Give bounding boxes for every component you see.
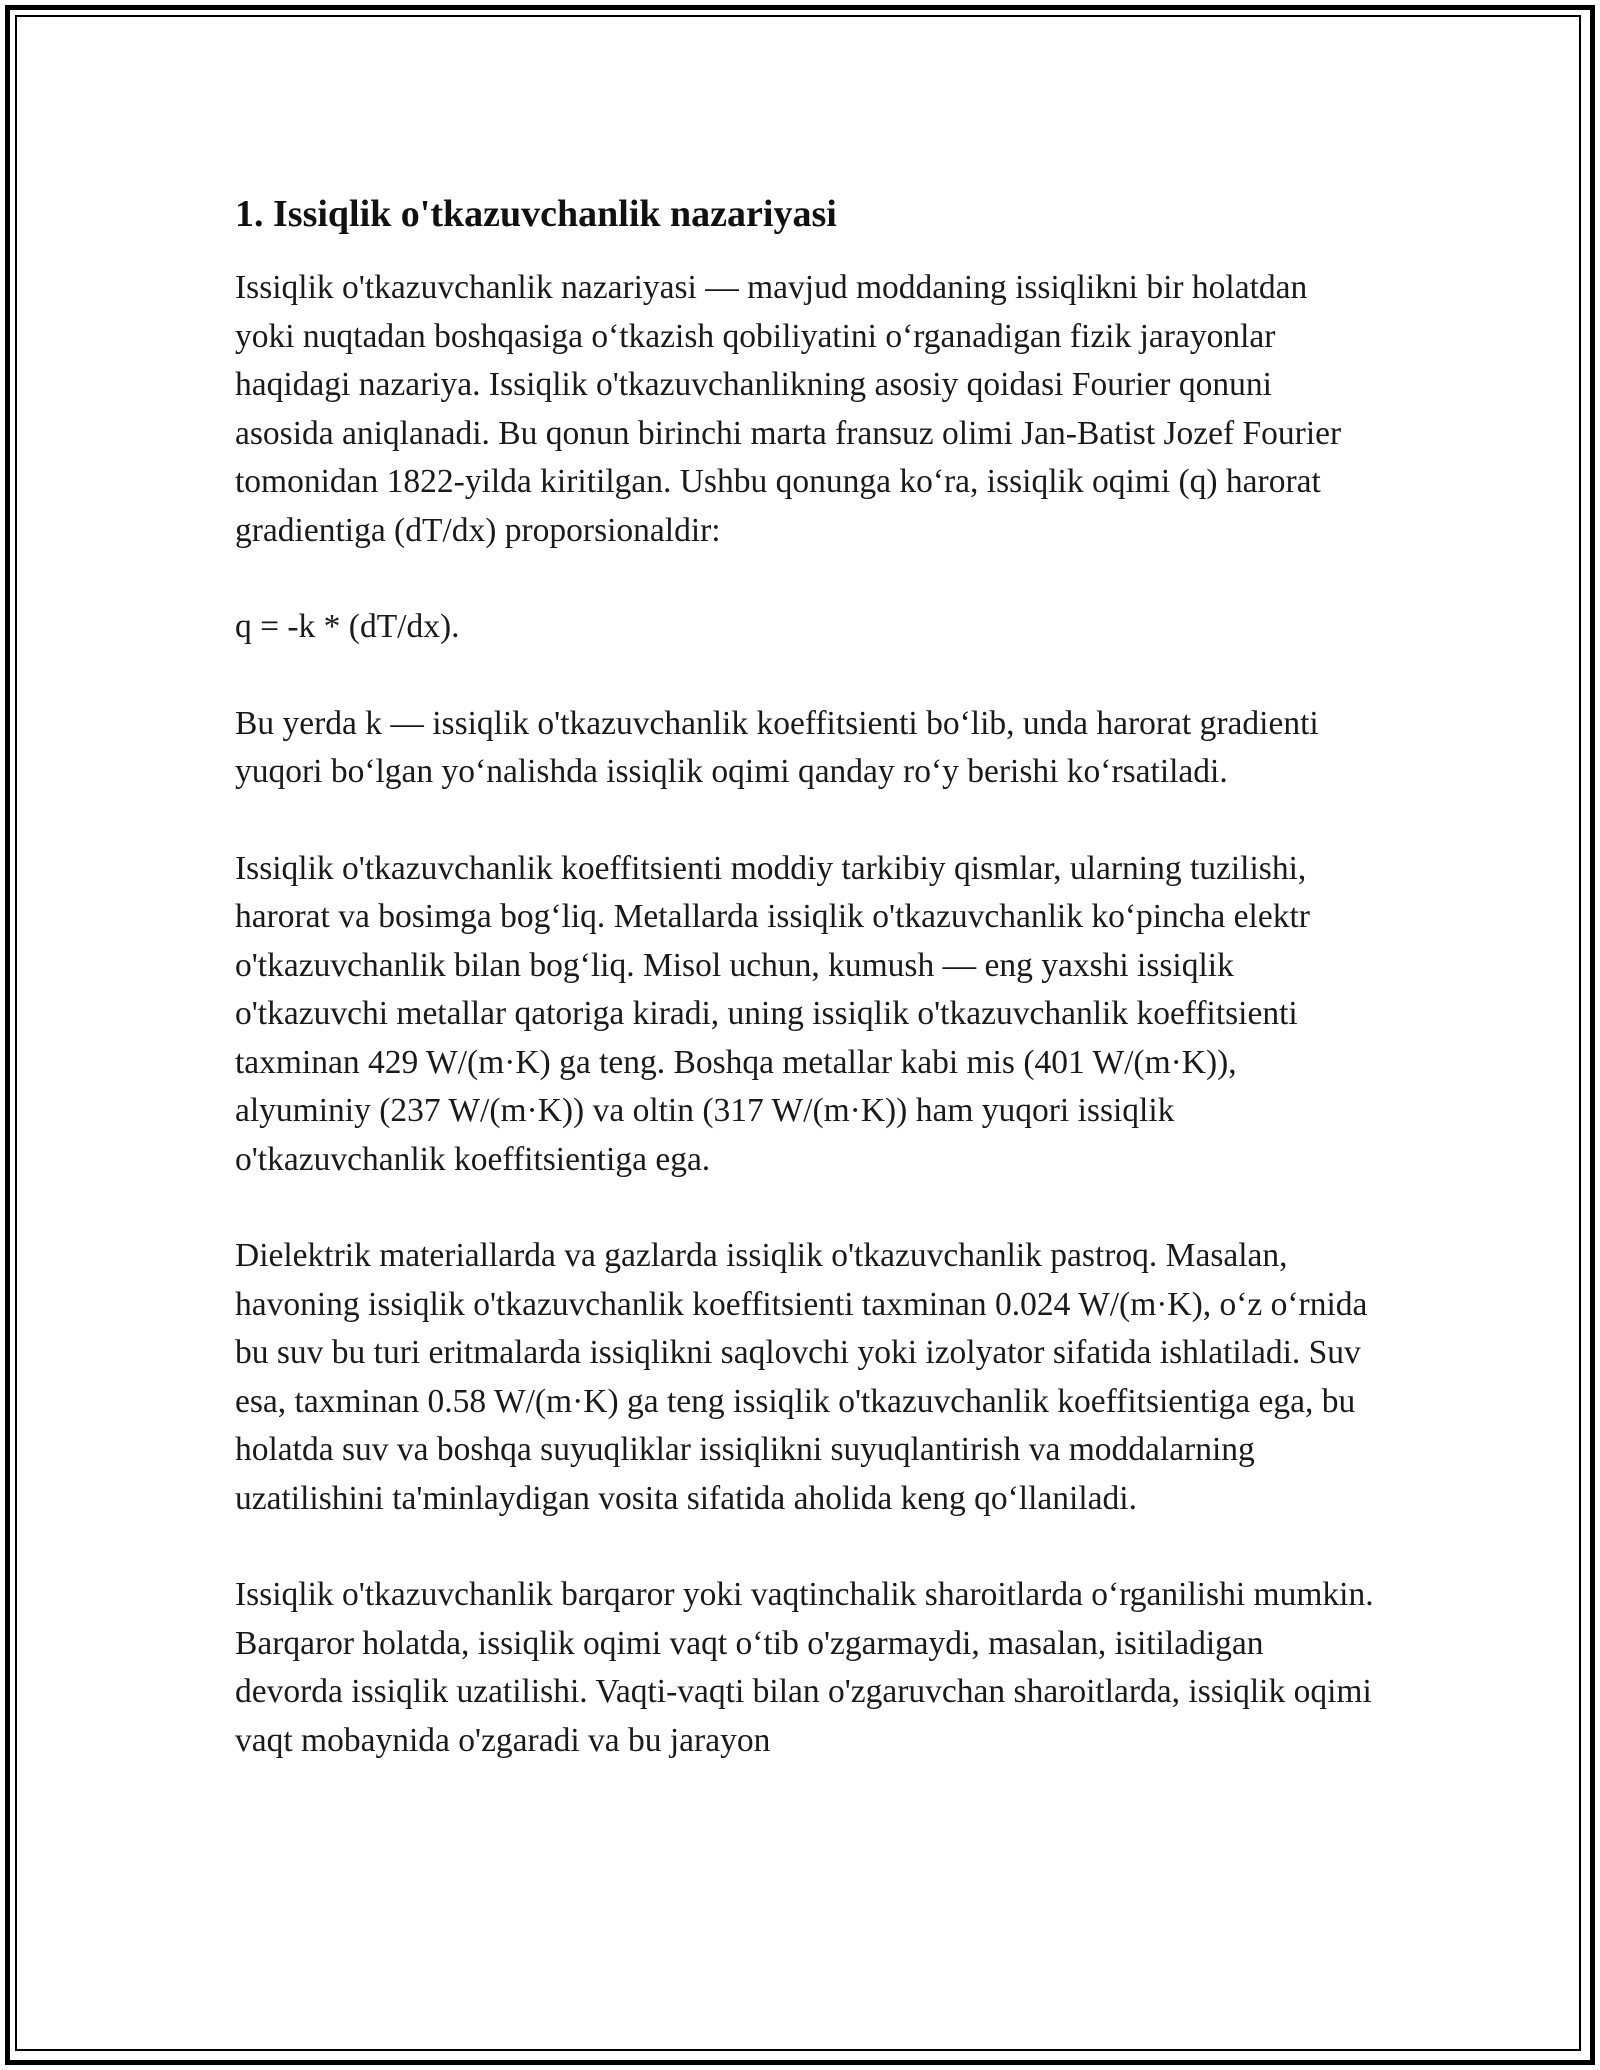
paragraph-formula: q = -k * (dT/dx).: [235, 608, 460, 645]
paragraph-dielectrics: Dielektrik materiallarda va gazlarda issiqlik o'tkazuvchanlik pastroq. Masalan, havoning issiqlik o'tkazuvchanlik koeffitsienti taxminan 0.024 W/(m·K), o‘z o‘rnida bu suv bu turi eritmalarda issiqlikni saqlovchi yoki izolyator sifatida ishlatiladi. Suv esa, taxminan 0.58 W/(m·K) ga teng issiqlik o'tkazuvchanlik koeffitsientiga ega, bu holatda suv va boshqa suyuqliklar issiqlikni suyuqlantirish va moddalarning uzatilishini ta'minlaydigan vosita sifatida aholida keng qo‘llaniladi.: [235, 1237, 1368, 1517]
paragraph-intro: Issiqlik o'tkazuvchanlik nazariyasi — mavjud moddaning issiqlikni bir holatdan yoki nuqtadan boshqasiga o‘tkazish qobiliyatini o‘rganadigan fizik jarayonlar haqidagi nazariya. Issiqlik o'tkazuvchanlikning asosiy qoidasi Fourier qonuni asosida aniqlanadi. Bu qonun birinchi marta fransuz olimi Jan-Batist Jozef Fourier tomonidan 1822-yilda kiritilgan. Ushbu qonunga ko‘ra, issiqlik oqimi (q) harorat gradientiga (dT/dx) proporsionaldir:: [235, 269, 1342, 549]
section-heading: 1. Issiqlik o'tkazuvchanlik nazariyasi: [235, 193, 837, 235]
paragraph-conditions: Issiqlik o'tkazuvchanlik barqaror yoki vaqtinchalik sharoitlarda o‘rganilishi mumkin. Barqaror holatda, issiqlik oqimi vaqt o‘tib o'zgarmaydi, masalan, isitiladigan devorda issiqlik uzatilishi. Vaqti-vaqti bilan o'zgaruvchan sharoitlarda, issiqlik oqimi vaqt mobaynida o'zgaradi va bu jarayon: [235, 1576, 1374, 1759]
document-body: [235, 186, 1375, 1813]
paragraph-metals: Issiqlik o'tkazuvchanlik koeffitsienti moddiy tarkibiy qismlar, ularning tuzilishi, harorat va bosimga bog‘liq. Metallarda issiqlik o'tkazuvchanlik ko‘pincha elektr o'tkazuvchanlik bilan bog‘liq. Misol uchun, kumush — eng yaxshi issiqlik o'tkazuvchi metallar qatoriga kiradi, uning issiqlik o'tkazuvchanlik koeffitsienti taxminan 429 W/(m·K) ga teng. Boshqa metallar kabi mis (401 W/(m·K)), alyuminiy (237 W/(m·K)) va oltin (317 W/(m·K)) ham yuqori issiqlik o'tkazuvchanlik koeffitsientiga ega.: [235, 849, 1310, 1178]
paragraph-coefficient-definition: Bu yerda k — issiqlik o'tkazuvchanlik koeffitsienti bo‘lib, unda harorat gradienti yuqori bo‘lgan yo‘nalishda issiqlik oqimi qanday ro‘y berishi ko‘rsatiladi.: [235, 704, 1319, 790]
